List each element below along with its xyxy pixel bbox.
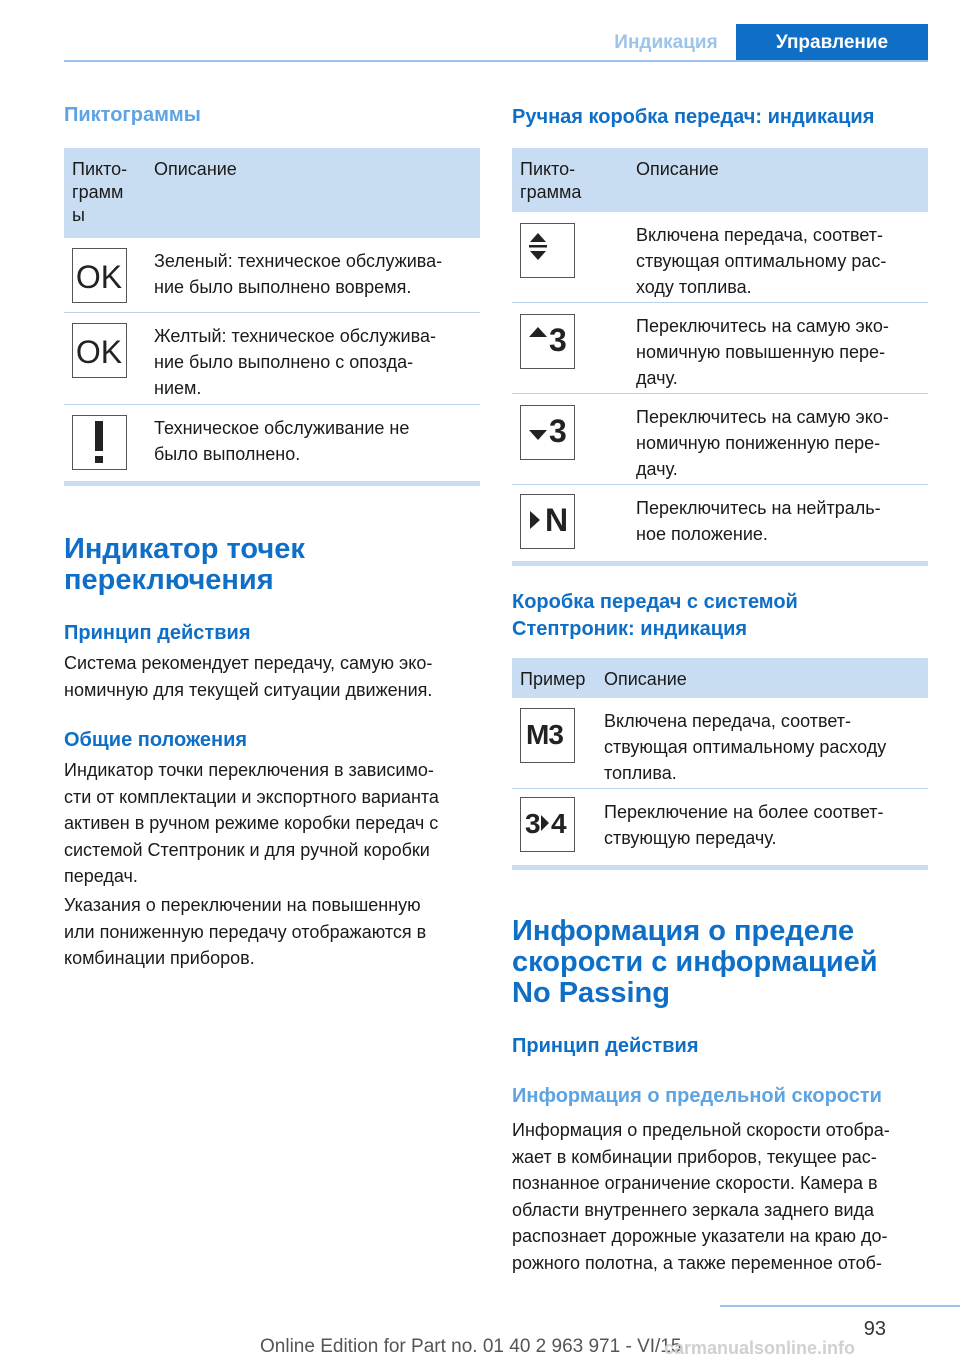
speed-info-text: Информация о предельной скорости отобра- жает в комбинации приборов, текущее рас- познанное ограничение скорости. Камера в области внутреннего зеркала заднего вида распознает дорожные указатели на краю до- рожного полотна, а также переменное отоб- bbox=[512, 1120, 890, 1273]
row-description: Включена передача, соответ- ствующая оптимальному рас- ходу топлива. bbox=[636, 225, 887, 297]
shift-up-3-icon: 3 bbox=[520, 314, 575, 369]
table-row bbox=[512, 485, 928, 561]
header-rule bbox=[64, 60, 928, 62]
table-row bbox=[64, 405, 480, 481]
ok-icon: OK bbox=[72, 323, 127, 378]
general-text-2: Указания о переключении на повышенную или пониженную передачу отображаются в комбинации приборов. bbox=[64, 895, 427, 968]
table-end-rule bbox=[512, 561, 928, 566]
speed-info-subheading: Информация о предельной скорости bbox=[512, 1085, 882, 1107]
header-col2: Описание bbox=[154, 159, 237, 179]
table-end-rule bbox=[64, 481, 480, 486]
table-row bbox=[64, 313, 480, 405]
exclamation-icon bbox=[72, 415, 127, 470]
table-header bbox=[512, 148, 928, 212]
table-row bbox=[64, 238, 480, 313]
header-col1: Пикто- грамма bbox=[520, 159, 582, 202]
general-heading: Общие положения bbox=[64, 729, 248, 751]
footer-rule bbox=[720, 1305, 960, 1307]
table-header bbox=[64, 148, 480, 238]
watermark: carmanualsonline.info bbox=[664, 1338, 856, 1358]
section-title-speed-info: Информация о пределе скорости с информацией No Passing bbox=[512, 915, 878, 1009]
general-text: Индикатор точки переключения в зависимо- сти от комплектации и экспортного варианта активен в ручном режиме коробки передач с системой Стептроник и для ручной коробки передач. bbox=[64, 760, 439, 886]
table-header bbox=[512, 658, 928, 698]
page-number: 93 bbox=[863, 1318, 886, 1340]
header-tab-indication[interactable]: Индикация bbox=[614, 32, 718, 53]
m3-icon: M3 bbox=[520, 708, 575, 763]
header-col2: Описание bbox=[636, 159, 719, 179]
table-row bbox=[512, 698, 928, 789]
row-description: Переключитесь на самую эко- номичную пониженную пере- дачу. bbox=[636, 407, 889, 479]
neutral-n-icon: N bbox=[520, 494, 575, 549]
header-col2: Описание bbox=[604, 669, 687, 689]
principle-heading: Принцип действия bbox=[64, 622, 251, 644]
principle-text: Система рекомендует передачу, самую эко- номичную для текущей ситуации движения. bbox=[64, 653, 433, 700]
row-description: Переключитесь на самую эко- номичную повышенную пере- дачу. bbox=[636, 316, 889, 388]
table-row bbox=[512, 303, 928, 394]
table-row bbox=[512, 394, 928, 485]
manual-gearbox-heading: Ручная коробка передач: индикация bbox=[512, 106, 875, 128]
pictograms-table bbox=[64, 148, 480, 486]
row-description: Техническое обслуживание не было выполнено. bbox=[154, 418, 410, 464]
shift-down-3-icon: 3 bbox=[520, 405, 575, 460]
row-description: Включена передача, соответ- ствующая оптимальному расходу топлива. bbox=[604, 711, 887, 783]
gear-up-down-icon bbox=[520, 223, 575, 278]
steptronic-heading: Коробка передач с системой Стептроник: индикация bbox=[512, 591, 798, 640]
steptronic-table bbox=[512, 658, 928, 870]
row-description: Зеленый: техническое обслужива- ние было выполнено вовремя. bbox=[154, 251, 443, 297]
table-end-rule bbox=[512, 865, 928, 870]
header-col1: Пример bbox=[520, 669, 586, 689]
footer-edition: Online Edition for Part no. 01 40 2 963 971 - VI/15 bbox=[260, 1336, 682, 1357]
table-row bbox=[512, 212, 928, 303]
row-description: Переключитесь на нейтраль- ное положение. bbox=[636, 498, 881, 544]
principle-heading-right: Принцип действия bbox=[512, 1035, 699, 1057]
section-title-shift-indicator: Индикатор точек переключения bbox=[64, 533, 305, 596]
ok-icon: OK bbox=[72, 248, 127, 303]
row-description: Желтый: техническое обслужива- ние было выполнено с опозда- нием. bbox=[154, 326, 436, 398]
pictograms-heading: Пиктограммы bbox=[64, 104, 201, 126]
header-col1: Пикто- грамм ы bbox=[72, 159, 128, 225]
row-description: Переключение на более соответ- ствующую передачу. bbox=[604, 802, 884, 848]
table-row bbox=[512, 789, 928, 865]
shift-3-to-4-icon: 3 4 bbox=[520, 797, 575, 852]
manual-gearbox-table bbox=[512, 148, 928, 566]
header-tab-controls[interactable]: Управление bbox=[736, 24, 928, 62]
